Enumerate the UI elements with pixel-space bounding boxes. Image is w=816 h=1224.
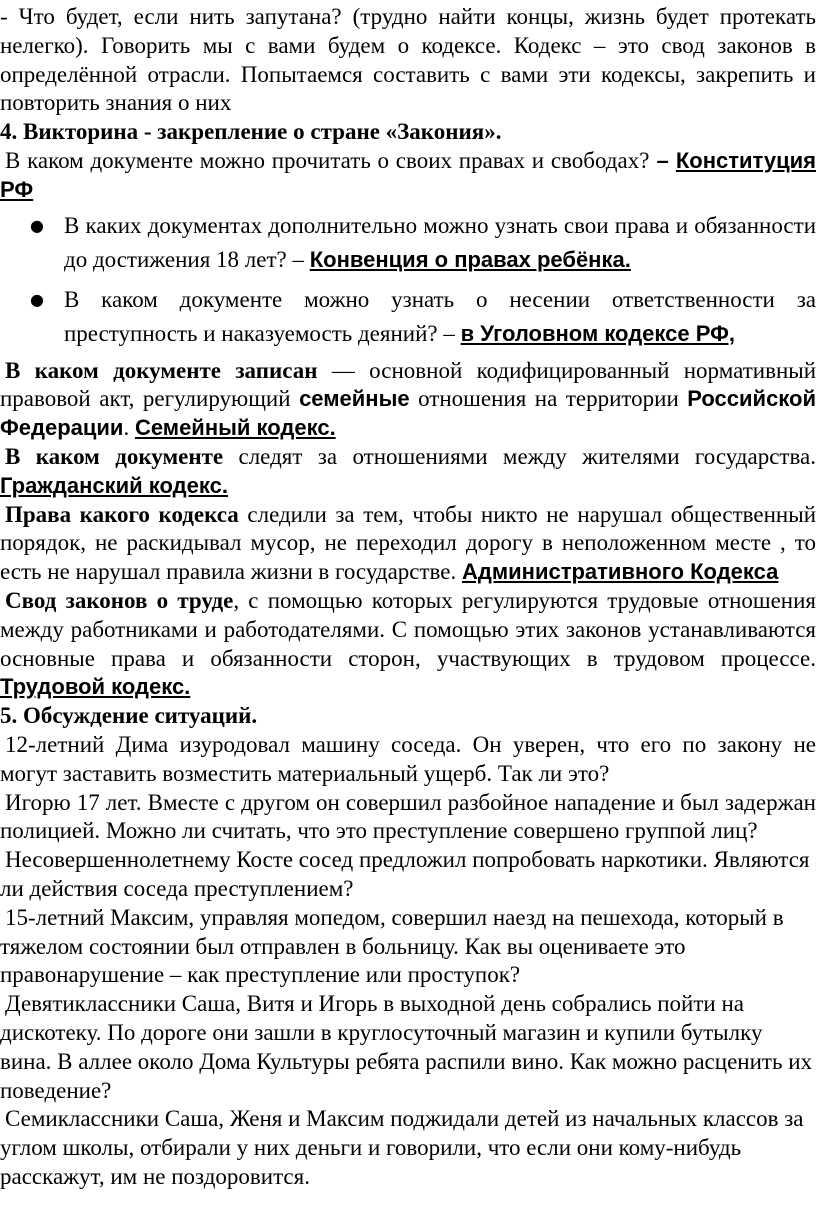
answer-convention: Конвенция о правах ребёнка.	[309, 246, 631, 272]
answer-criminal-code: в Уголовном кодексе РФ,	[460, 320, 735, 346]
situation-paragraph: Семиклассники Саша, Женя и Максим поджидали детей из начальных классов за углом школы, отбирали у них деньги и говорили, что если они кому-нибудь расскажут, им не поздоровится.	[0, 1106, 804, 1189]
answer-constitution: Конституция РФ	[0, 147, 816, 202]
quiz-question-administrative	[0, 501, 816, 587]
list-item	[0, 283, 816, 351]
quiz-question-family	[0, 357, 816, 443]
question-text: отношения на территории	[409, 386, 688, 412]
question-text: .	[123, 415, 135, 441]
quiz-bullet-list	[0, 209, 816, 351]
answer-administrative-code: Административного Кодекса	[462, 559, 779, 585]
list-item	[0, 209, 816, 277]
question-bold: В каком документе	[5, 443, 224, 469]
section-5-heading: 5. Обсуждение ситуаций.	[0, 703, 258, 729]
question-text: , с помощью которых регулируются трудовые отношения между работниками и работодателями. С помощью этих законов устанавливаются основные права и обязанности сторон, участвующих в трудовом процессе.	[0, 587, 816, 671]
quiz-question-labor	[0, 587, 816, 702]
question-bold: В каком документе записан	[5, 357, 318, 383]
intro-paragraph: - Что будет, если нить запутана? (трудно найти концы, жизнь будет протекать нелегко). Говорить мы с вами будем о кодексе. Кодекс – это свод законов в определённой отрасли. Попытаемся составить с вами эти кодексы, закрепить и повторить знания о них	[0, 4, 816, 116]
emphasis-russia: Российской Федерации	[0, 386, 816, 441]
situation-paragraph: 12-летний Дима изуродовал машину соседа. Он уверен, что его по закону не могут заставить возместить материальный ущерб. Так ли это?	[0, 731, 816, 786]
situation-paragraph: Игорю 17 лет. Вместе с другом он совершил разбойное нападение и был задержан полицией. Можно ли считать, что это преступление совершено группой лиц?	[0, 789, 816, 844]
question-text: В каком документе можно узнать о несении ответственности за преступность и наказуемость деяний? –	[64, 286, 816, 346]
question-text: В каком документе можно прочитать о своих правах и свободах?	[5, 147, 650, 173]
bullet-icon: ●	[30, 289, 44, 309]
answer-dash: –	[649, 147, 676, 173]
situation-paragraph: 15-летний Максим, управляя мопедом, совершил наезд на пешехода, который в тяжелом состоянии был отправлен в больницу. Как вы оцениваете это правонарушение – как преступление или проступок?	[0, 904, 784, 988]
quiz-question-civil	[0, 443, 816, 501]
question-bold: Права какого кодекса	[5, 501, 239, 527]
bullet-icon: ●	[30, 215, 44, 235]
emphasis-family: семейные	[299, 386, 410, 412]
situation-paragraph: Несовершеннолетнему Косте сосед предложил попробовать наркотики. Являются ли действия соседа преступлением?	[0, 847, 810, 901]
situation-paragraph: Девятиклассники Саша, Витя и Игорь в выходной день собрались пойти на дискотеку. По дороге они зашли в круглосуточный магазин и купили бутылку вина. В аллее около Дома Культуры ребята распили вино. Как можно расценить их поведение?	[0, 991, 812, 1103]
question-text: В каких документах дополнительно можно узнать свои права и обязанности до достижения 18 лет? –	[64, 212, 816, 272]
section-4-heading: 4. Викторина - закрепление о стране «Закония».	[0, 119, 502, 145]
answer-labor-code: Трудовой кодекс.	[0, 674, 191, 700]
answer-civil-code: Гражданский кодекс.	[0, 472, 228, 498]
question-text: следили за тем, чтобы никто не нарушал общественный порядок, не раскидывал мусор, не переходил дорогу в неположенном месте , то есть не нарушал правила жизни в государстве.	[0, 501, 816, 585]
question-text: — основной кодифицированный нормативный правовой акт, регулирующий	[0, 357, 816, 412]
answer-family-code: Семейный кодекс.	[134, 415, 336, 441]
quiz-question-constitution	[0, 147, 816, 205]
question-bold: Свод законов о труде	[5, 587, 234, 613]
question-text: следят за отношениями между жителями государства.	[223, 443, 816, 469]
